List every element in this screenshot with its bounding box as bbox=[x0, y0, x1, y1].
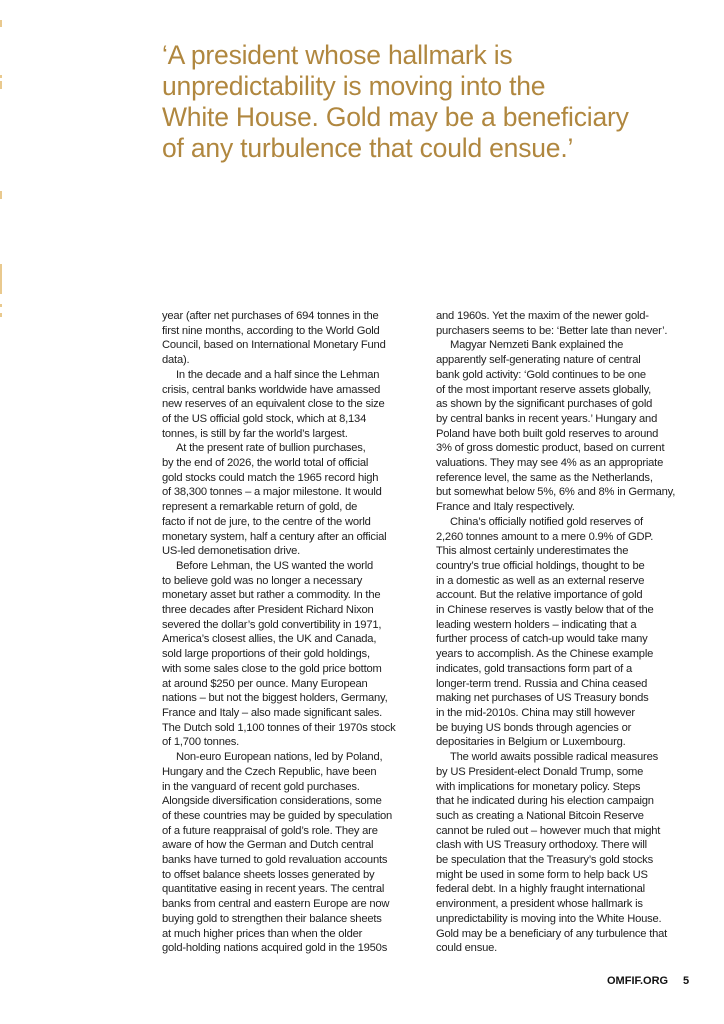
edge-mark bbox=[0, 75, 2, 78]
paragraph bbox=[162, 750, 428, 956]
edge-mark bbox=[0, 313, 2, 317]
paragraph bbox=[162, 441, 428, 559]
text-line: country’s true official holdings, thought to be bbox=[436, 559, 645, 572]
pull-quote-line: ‘A president whose hallmark is bbox=[162, 40, 513, 70]
text-line: sold large proportions of their gold holdings, bbox=[162, 648, 370, 661]
text-line: of a future reappraisal of gold’s role. They are bbox=[162, 824, 378, 837]
text-line: Magyar Nemzeti Bank explained the bbox=[450, 339, 624, 352]
text-line: purchasers seems to be: ‘Better late than never’. bbox=[436, 324, 668, 337]
text-line: cannot be ruled out – however much that might bbox=[436, 824, 661, 837]
text-line: of 38,300 tonnes – a major milestone. It would bbox=[162, 486, 382, 499]
text-line: could ensue. bbox=[436, 942, 498, 955]
text-line: of the most important reserve assets globally, bbox=[436, 383, 652, 396]
pull-quote-line: White House. Gold may be a beneficiary bbox=[162, 102, 629, 132]
text-line: unpredictability is moving into the White House. bbox=[436, 912, 662, 925]
text-line: further process of catch-up would take many bbox=[436, 633, 648, 646]
footer-site: OMFIF.ORG bbox=[607, 975, 669, 987]
pull-quote-line: unpredictability is moving into the bbox=[162, 71, 546, 101]
text-line: banks from central and eastern Europe are now bbox=[162, 898, 390, 911]
text-line: such as creating a National Bitcoin Reserve bbox=[436, 809, 644, 822]
text-line: of 1,700 tonnes. bbox=[162, 736, 240, 749]
text-line: and 1960s. Yet the maxim of the newer gold- bbox=[436, 310, 649, 322]
pull-quote-line: of any turbulence that could ensue.’ bbox=[162, 133, 574, 163]
text-line: US-led demonetisation drive. bbox=[162, 545, 301, 558]
text-line: year (after net purchases of 694 tonnes in the bbox=[162, 310, 379, 322]
paragraph bbox=[162, 309, 428, 368]
text-line: by the end of 2026, the world total of official bbox=[162, 457, 369, 470]
text-line: to offset balance sheets losses generated by bbox=[162, 868, 375, 881]
text-line: Hungary and the Czech Republic, have been bbox=[162, 765, 377, 778]
text-line: severed the dollar’s gold convertibility in 1971, bbox=[162, 618, 382, 631]
text-line: depositaries in Belgium or Luxembourg. bbox=[436, 736, 626, 749]
paragraph bbox=[436, 309, 706, 338]
text-line: banks have turned to gold revaluation accounts bbox=[162, 854, 388, 867]
text-line: France and Italy respectively. bbox=[436, 501, 575, 514]
text-line: at much higher prices than when the older bbox=[162, 927, 363, 940]
text-line: new reserves of an equivalent close to the size bbox=[162, 398, 385, 411]
text-line: China’s officially notified gold reserves of bbox=[450, 515, 643, 528]
paragraph bbox=[436, 338, 706, 514]
text-line: in the vanguard of recent gold purchases. bbox=[162, 780, 360, 793]
text-line: represent a remarkable return of gold, de bbox=[162, 501, 358, 514]
text-line: nations – but not the biggest holders, Germany, bbox=[162, 692, 388, 705]
text-line: gold-holding nations acquired gold in the 1950s bbox=[162, 942, 388, 955]
text-line: federal debt. In a highly fraught international bbox=[436, 883, 645, 896]
paragraph bbox=[162, 559, 428, 750]
text-line: reference level, the same as the Netherlands, bbox=[436, 471, 653, 484]
text-line: Alongside diversification considerations, some bbox=[162, 795, 382, 808]
text-line: be speculation that the Treasury’s gold stocks bbox=[436, 854, 653, 867]
page-number: 5 bbox=[683, 975, 690, 987]
text-line: bank gold activity: ‘Gold continues to be one bbox=[436, 368, 646, 381]
paragraph bbox=[162, 368, 428, 442]
paragraph bbox=[436, 750, 706, 956]
text-line: This almost certainly underestimates the bbox=[436, 545, 629, 558]
text-line: clash with US Treasury orthodoxy. There will bbox=[436, 839, 647, 852]
text-line: tonnes, is still by far the world’s largest. bbox=[162, 427, 348, 440]
text-line: crisis, central banks worldwide have amassed bbox=[162, 383, 381, 396]
text-line: apparently self-generating nature of central bbox=[436, 354, 641, 367]
text-line: indicates, gold transactions form part of a bbox=[436, 662, 632, 675]
body-column-left bbox=[162, 309, 428, 956]
text-line: France and Italy – also made significant sales. bbox=[162, 706, 383, 719]
text-line: as shown by the significant purchases of gold bbox=[436, 398, 653, 411]
text-line: with implications for monetary policy. Steps bbox=[436, 780, 641, 793]
text-line: facto if not de jure, to the centre of the world bbox=[162, 515, 371, 528]
text-line: environment, a president whose hallmark is bbox=[436, 898, 643, 911]
text-line: with some sales close to the gold price bottom bbox=[162, 662, 382, 675]
text-line: Council, based on International Monetary Fund bbox=[162, 339, 386, 352]
text-line: America’s closest allies, the UK and Canada, bbox=[162, 633, 377, 646]
text-line: 3% of gross domestic product, based on current bbox=[436, 442, 665, 455]
text-line: 2,260 tonnes amount to a mere 0.9% of GDP. bbox=[436, 530, 654, 543]
text-line: of the US official gold stock, which at 8,134 bbox=[162, 412, 367, 425]
text-line: At the present rate of bullion purchases, bbox=[176, 442, 366, 455]
body-column-right bbox=[436, 309, 706, 956]
pull-quote bbox=[162, 40, 702, 164]
text-line: be buying US bonds through agencies or bbox=[436, 721, 632, 734]
text-line: valuations. They may see 4% as an appropriate bbox=[436, 457, 664, 470]
text-line: data). bbox=[162, 354, 190, 367]
text-line: of these countries may be guided by speculation bbox=[162, 809, 393, 822]
edge-mark bbox=[0, 304, 2, 307]
text-line: but somewhat below 5%, 6% and 8% in Germany, bbox=[436, 486, 676, 499]
text-line: Gold may be a beneficiary of any turbulence that bbox=[436, 927, 668, 940]
text-line: years to accomplish. As the Chinese example bbox=[436, 648, 654, 661]
text-line: Non-euro European nations, led by Poland, bbox=[176, 751, 383, 764]
text-line: account. But the relative importance of gold bbox=[436, 589, 643, 602]
text-line: Before Lehman, the US wanted the world bbox=[176, 559, 374, 572]
text-line: leading western holders – indicating that a bbox=[436, 618, 637, 631]
text-line: The world awaits possible radical measures bbox=[450, 751, 658, 764]
text-line: at around $250 per ounce. Many European bbox=[162, 677, 368, 690]
text-line: aware of how the German and Dutch central bbox=[162, 839, 374, 852]
text-line: to believe gold was no longer a necessary bbox=[162, 574, 363, 587]
text-line: The Dutch sold 1,100 tonnes of their 1970s stock bbox=[162, 721, 396, 734]
text-line: monetary asset but rather a commodity. In the bbox=[162, 589, 381, 602]
edge-mark bbox=[0, 264, 2, 294]
text-line: gold stocks could match the 1965 record high bbox=[162, 471, 379, 484]
text-line: by US President-elect Donald Trump, some bbox=[436, 765, 644, 778]
edge-mark bbox=[0, 191, 2, 199]
text-line: quantitative easing in recent years. The central bbox=[162, 883, 385, 896]
edge-mark bbox=[0, 20, 2, 27]
text-line: three decades after President Richard Nixon bbox=[162, 604, 374, 617]
text-line: longer-term trend. Russia and China ceased bbox=[436, 677, 648, 690]
text-line: that he indicated during his election campaign bbox=[436, 795, 654, 808]
text-line: monetary system, half a century after an official bbox=[162, 530, 387, 543]
text-line: by central banks in recent years.’ Hungary and bbox=[436, 412, 658, 425]
text-line: Poland have both built gold reserves to around bbox=[436, 427, 659, 440]
text-line: In the decade and a half since the Lehman bbox=[176, 368, 380, 381]
paragraph bbox=[436, 515, 706, 750]
text-line: in the mid-2010s. China may still however bbox=[436, 706, 635, 719]
text-line: in Chinese reserves is vastly below that of the bbox=[436, 604, 654, 617]
text-line: buying gold to strengthen their balance sheets bbox=[162, 912, 382, 925]
text-line: first nine months, according to the World Gold bbox=[162, 324, 380, 337]
edge-mark bbox=[0, 81, 2, 89]
text-line: in a domestic as well as an external reserve bbox=[436, 574, 645, 587]
text-line: making net purchases of US Treasury bonds bbox=[436, 692, 649, 705]
text-line: might be used in some form to help back US bbox=[436, 868, 648, 881]
